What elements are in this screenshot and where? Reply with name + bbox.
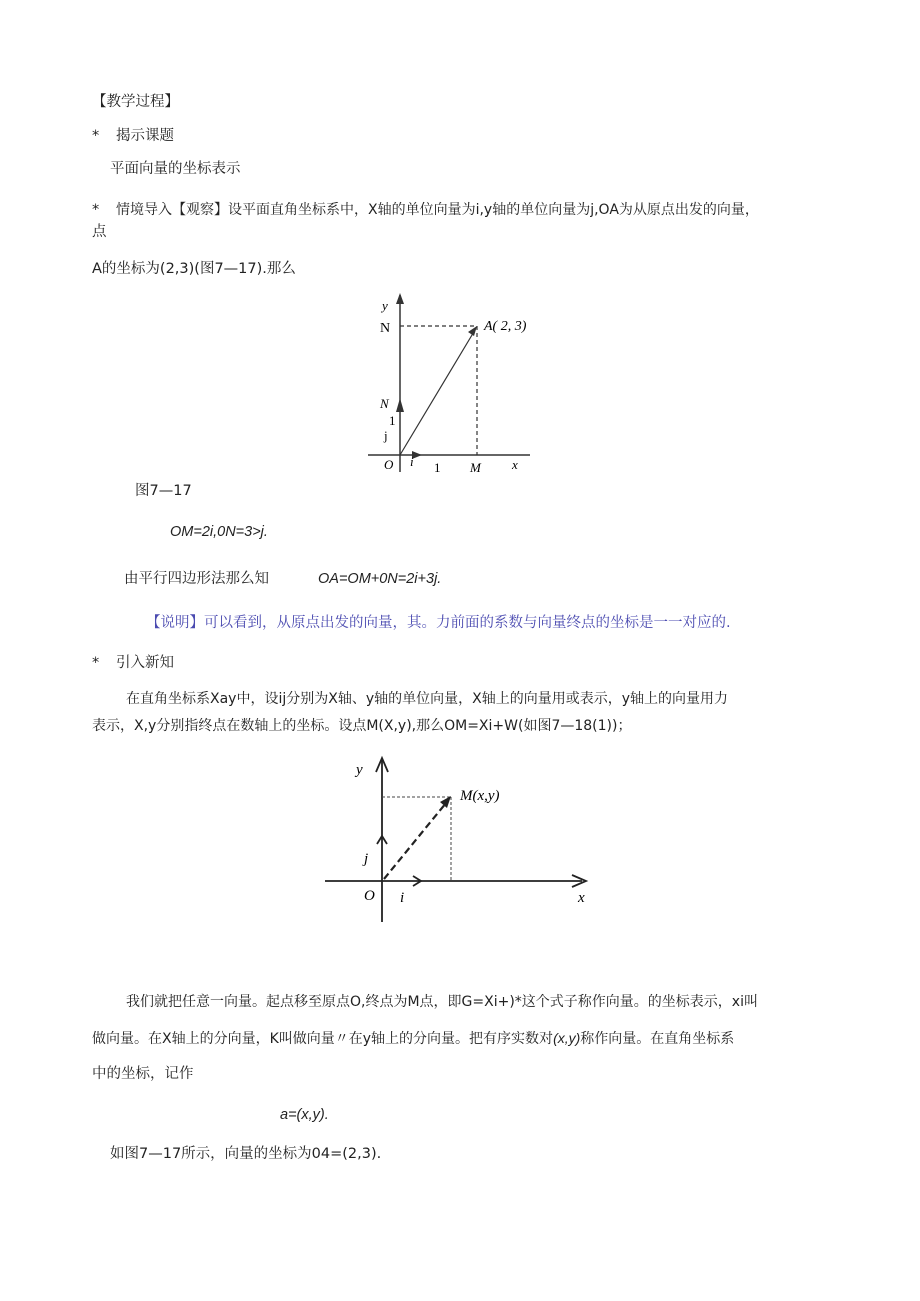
fig1-a-label: A( 2, 3)	[484, 319, 527, 334]
para2-line-3: 中的坐标，记作	[92, 1066, 194, 1082]
fig1-n-top-label: N	[380, 321, 391, 336]
equation-om-on: OM=2i,0N=3>j.	[170, 524, 268, 540]
topic-title: 平面向量的坐标表示	[110, 161, 241, 177]
figure-7-17-diagram	[360, 290, 550, 480]
para1-line-1: 在直角坐标系Xay中，设ij分别为X轴、y轴的单位向量，X轴上的向量用或表示，y轴上的向量用力	[126, 691, 728, 707]
section-title-reveal: 揭示课题	[116, 128, 174, 144]
fig1-x-label: x	[512, 457, 518, 472]
context-line-1b: 点	[92, 224, 107, 240]
para2-line-1: 我们就把任意一向量。起点移至原点O,终点为M点，即G=Xi+)*这个式子称作向量。的坐标表示，xi叫	[126, 994, 758, 1010]
fig1-one-v-label: 1	[389, 413, 396, 428]
section-heading: 【教学过程】	[92, 94, 179, 110]
fig2-i-label: i	[400, 890, 405, 906]
unit-j-arrowhead	[396, 398, 404, 412]
fig1-m-label: M	[470, 460, 481, 475]
para2-line-2c: 称作向量。在直角坐标系	[580, 1031, 735, 1047]
bullet: *	[92, 655, 100, 671]
vector-om-arrowhead	[440, 796, 451, 808]
fig1-y-label: y	[382, 298, 388, 313]
note-explanation: 【说明】可以看到，从原点出发的向量，其。力前面的系数与向量终点的坐标是一一对应的.	[146, 615, 731, 631]
para2-line-2a: 做向量。在X轴上的分向量，K叫做向量〃在y轴上的分向量。把有序实数对	[92, 1031, 554, 1047]
figure-7-17-caption: 图7—17	[135, 483, 192, 499]
fig2-x-label: x	[578, 890, 585, 906]
bullet: *	[92, 128, 100, 144]
context-line-1: 情境导入【观察】设平面直角坐标系中，X轴的单位向量为i,y轴的单位向量为j,OA为从原点出发的向量，	[116, 202, 759, 218]
fig2-j-label: j	[364, 851, 369, 867]
y-axis-arrow	[396, 293, 404, 304]
section-title-new-knowledge: 引入新知	[116, 655, 174, 671]
vector-oa-arrowhead	[468, 326, 477, 336]
fig1-one-h-label: 1	[434, 460, 441, 475]
fig2-o-label: O	[364, 888, 375, 904]
final-line: 如图7—17所示，向量的坐标为04=(2,3).	[110, 1146, 382, 1162]
fig2-y-label: y	[356, 762, 363, 778]
equation-oa: OA=OM+0N=2i+3j.	[318, 571, 442, 587]
vector-oa	[400, 330, 475, 455]
equation-a: a=(x,y).	[280, 1107, 329, 1123]
bullet: *	[92, 202, 100, 218]
fig1-n-mid-label: N	[380, 396, 389, 411]
para1-line-2: 表示，X,y分别指终点在数轴上的坐标。设点M(X,y),那么OM=Xi+W(如图7—18(1))；	[92, 718, 632, 734]
vector-om	[384, 803, 446, 879]
para2-line-2	[92, 1028, 734, 1049]
fig2-m-label: M(x,y)	[460, 788, 500, 804]
figure-7-18-diagram	[320, 750, 600, 925]
context-line-2: A的坐标为(2,3)(图7—17).那么	[92, 261, 296, 277]
parallelogram-text: 由平行四边形法那么知	[124, 571, 269, 587]
fig1-j-label: j	[384, 428, 388, 443]
para2-ordered-pair: (x,y)	[553, 1030, 581, 1046]
fig1-o-label: O	[384, 457, 394, 472]
fig1-i-label: i	[410, 454, 414, 469]
